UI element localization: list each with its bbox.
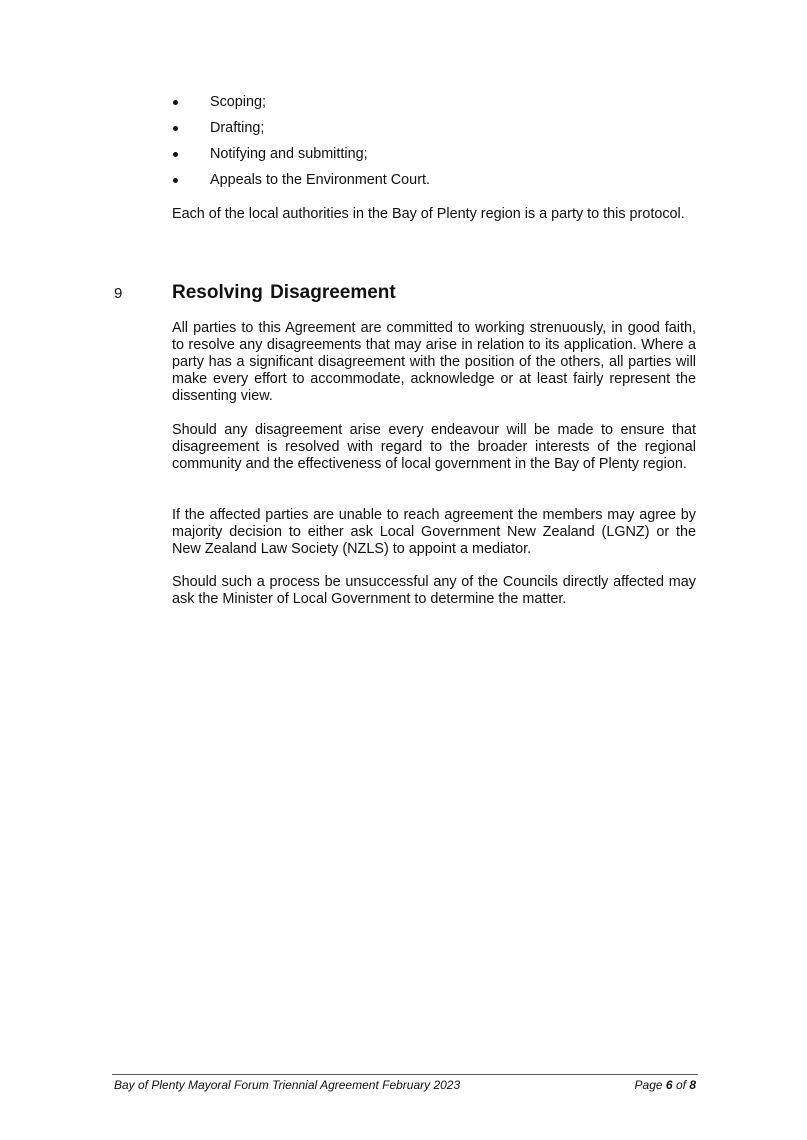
bullet-text: Scoping; [210, 94, 267, 110]
footer-document-title: Bay of Plenty Mayoral Forum Triennial Agreement February 2023 [114, 1078, 461, 1092]
bullet-item [170, 119, 700, 145]
bullet-text: Appeals to the Environment Court. [210, 172, 430, 188]
page-total: 8 [689, 1078, 696, 1092]
page-prefix: Page [634, 1078, 663, 1092]
bullet-item [170, 93, 700, 119]
page-of: of [675, 1078, 686, 1092]
bullet-icon [173, 126, 178, 131]
page-current: 6 [665, 1078, 673, 1092]
bullet-icon [173, 152, 178, 157]
section-paragraph: Should such a process be unsuccessful any of the Councils directly affected may ask the Minister of Local Government to determine the matter. [172, 574, 696, 607]
bullet-text: Notifying and submitting; [210, 146, 368, 162]
bullet-icon [173, 100, 178, 105]
footer-divider [112, 1074, 698, 1075]
bullet-icon [173, 178, 178, 183]
bullet-item [170, 145, 700, 171]
section-paragraph: If the affected parties are unable to reach agreement the members may agree by majority decision to either ask Local Government New Zealand (LGNZ) or the New Zealand Law Society (NZLS) to appoint a mediator. [172, 507, 696, 557]
section-number: 9 [114, 285, 123, 302]
intro-paragraph: Each of the local authorities in the Bay of Plenty region is a party to this protocol. [172, 206, 685, 222]
bullet-text: Drafting; [210, 120, 265, 136]
section-heading: Resolving Disagreement [172, 282, 396, 303]
footer-page-number [635, 1078, 696, 1092]
section-paragraph: Should any disagreement arise every endeavour will be made to ensure that disagreement is resolved with regard to the broader interests of the regional community and the effectiveness of local government in the Bay of Plenty region. [172, 422, 696, 472]
bullet-item [170, 171, 700, 197]
bullet-list [170, 93, 700, 197]
section-paragraph: All parties to this Agreement are committed to working strenuously, in good faith, to resolve any disagreements that may arise in relation to its application. Where a party has a significant disagreement with the position of the others, all parties will make every effort to accommodate, acknowledge or at least fairly represent the dissenting view. [172, 320, 696, 404]
